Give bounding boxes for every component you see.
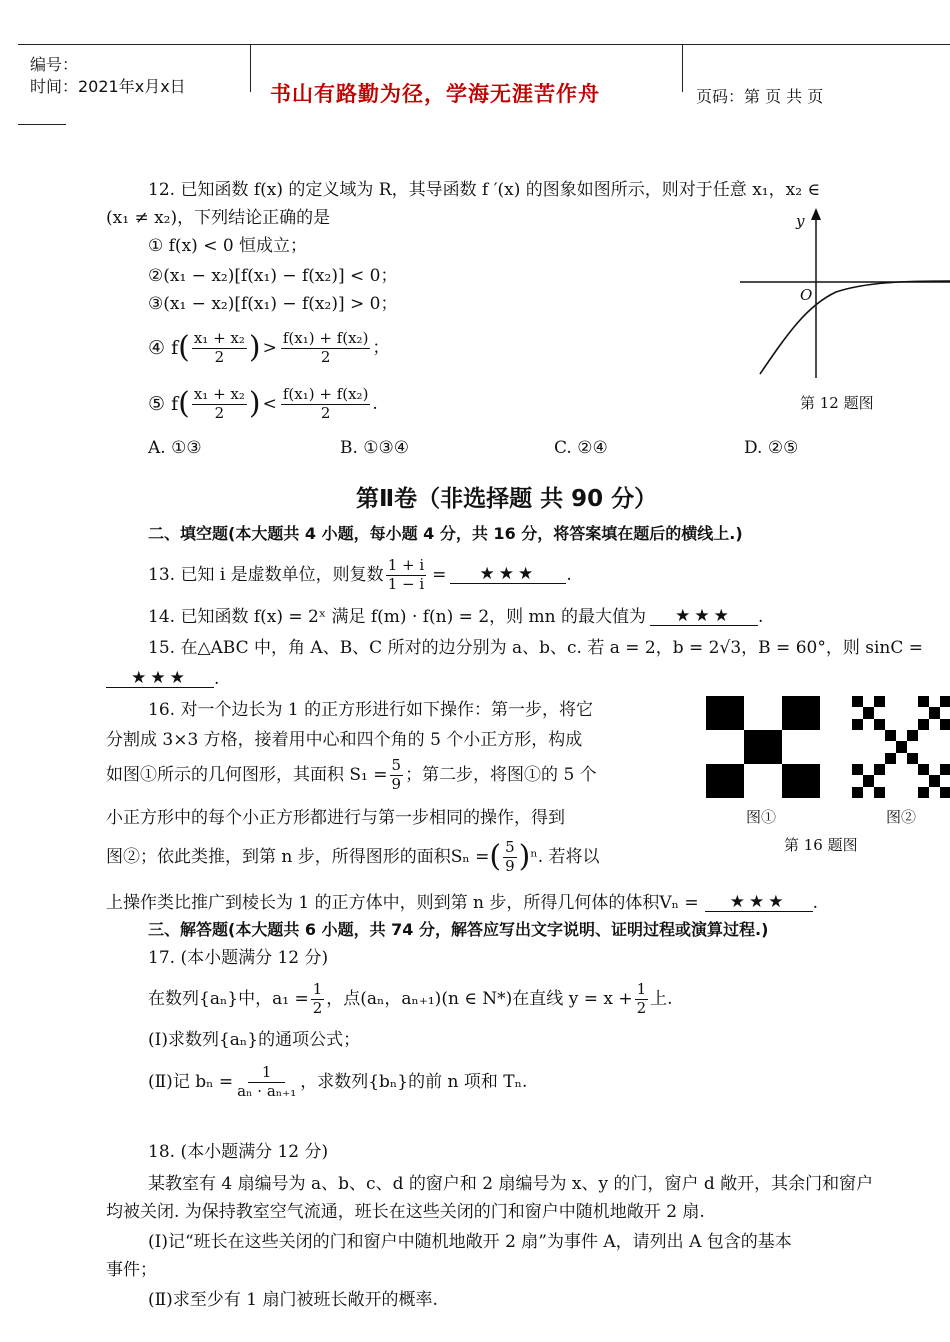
fig1-square-tl (706, 696, 744, 730)
fig1-square-br (782, 764, 820, 798)
q16-s1-den: 9 (391, 774, 402, 793)
y-axis-arrow (811, 208, 821, 220)
q12-option-1: ① f(x) < 0 恒成立； (148, 236, 308, 256)
q16-line4: 小正方形中的每个小正方形都进行与第一步相同的操作，得到 (106, 808, 565, 828)
q12-derivative-graph (736, 206, 950, 382)
q12-axis-origin-label: O (800, 286, 813, 304)
q16-line5-b: ⁿ. 若将以 (530, 846, 600, 867)
q13-frac-num: 1 + i (387, 556, 425, 575)
fig1-square-bl (706, 764, 744, 798)
q16-figure-1 (706, 696, 820, 798)
q14-text: 14. 已知函数 f(x) = 2ˣ 满足 f(m) · f(n) = 2，则 mn 的最大值为 (148, 607, 647, 627)
q13-answer-blank: ★★★ (450, 566, 566, 584)
q17-line1-b: ，点(aₙ，aₙ₊₁)(n ∈ N*)在直线 y = x + (326, 988, 633, 1009)
fig2-cell-tl (852, 696, 885, 730)
header-time-label: 时间：2021年x月x日 (30, 77, 186, 96)
q12-opt4-end: ； (372, 337, 390, 358)
q17-bn-num: 1 (248, 1064, 286, 1082)
q12-opt4-frac-right-den: 2 (320, 347, 331, 366)
q12-opt5-frac-right-num: f(x₁) + f(x₂) (282, 385, 369, 404)
q12-axis-y-label: y (796, 212, 805, 230)
header-divider-left (250, 44, 251, 92)
q17-part2 (148, 1058, 527, 1106)
q13-frac-den: 1 − i (387, 574, 425, 593)
q12-opt4-frac-right-num: f(x₁) + f(x₂) (282, 329, 369, 348)
q18-part1-line1: (Ⅰ)记“班长在这些关闭的门和窗户中随机地敞开 2 扇”为事件 A，请列出 A 包含的基本 (148, 1232, 792, 1252)
q12-opt5-lparen: ( (178, 386, 190, 421)
q16-fig1-label: 图① (746, 808, 777, 826)
header-motto: 书山有路勤为径，学海无涯苦作舟 (270, 82, 600, 106)
q12-opt4-frac-left (192, 330, 247, 366)
q16-lparen: ( (489, 839, 502, 874)
q16-sn-fraction (503, 839, 517, 875)
q17-a1-num: 1 (312, 980, 323, 999)
header-number-label: 编号： (30, 55, 79, 74)
q12-opt4-gt: > (262, 337, 277, 358)
q16-fig2-label: 图② (886, 808, 917, 826)
fig2-cell-tr (918, 696, 950, 730)
q17-a1-fraction (311, 981, 325, 1017)
q15-answer-line (106, 670, 219, 688)
q12-stem-line2: (x₁ ≠ x₂)，下列结论正确的是 (106, 208, 331, 228)
q17-title: 17. (本小题满分 12 分) (148, 948, 329, 968)
header-motto-clip (270, 72, 670, 106)
derivative-curve (760, 281, 950, 374)
q18-line2: 均被关闭. 为保持教室空气流通，班长在这些关闭的门和窗户中随机地敞开 2 扇. (106, 1202, 705, 1222)
part2-title: 第Ⅱ卷（非选择题 共 90 分） (356, 486, 658, 512)
q12-opt5-frac-left (192, 386, 247, 422)
q17-part2-b: ，求数列{bₙ}的前 n 项和 Tₙ. (300, 1071, 528, 1092)
q12-opt4-frac-left-num: x₁ + x₂ (193, 329, 245, 348)
q17-bn-den: aₙ · aₙ₊₁ (237, 1081, 297, 1100)
header-page-info: 页码：第 页 共 页 (696, 87, 824, 106)
q16-rparen: ) (518, 839, 531, 874)
q12-opt4-rparen: ) (248, 330, 261, 365)
q17-a1-den: 2 (312, 998, 323, 1017)
q14-period: . (758, 607, 764, 627)
header-page-clip (696, 76, 946, 106)
q17-line-fraction (635, 981, 649, 1017)
q12-option-3: ③(x₁ − x₂)[f(x₁) − f(x₂)] > 0； (148, 294, 398, 314)
q12-option-5 (148, 382, 378, 426)
q12-opt4-lparen: ( (178, 330, 190, 365)
q12-opt5-frac-right (281, 386, 371, 422)
q13-period: . (566, 564, 572, 585)
q12-opt5-rparen: ) (248, 386, 261, 421)
q17-line1-a: 在数列{aₙ}中，a₁ = (148, 988, 309, 1009)
q16-figure-2 (852, 696, 950, 798)
fill-section-heading: 二、填空题(本大题共 4 小题，每小题 4 分，共 16 分，将答案填在题后的横线上.) (148, 524, 743, 543)
q16-line3-b: ；第二步，将图①的 5 个 (405, 764, 597, 785)
q16-period: . (812, 893, 819, 913)
q12-opt5-lt: < (262, 393, 277, 414)
q16-line2: 分割成 3×3 方格，接着用中心和四个角的 5 个小正方形，构成 (106, 730, 583, 750)
q12-option-4 (148, 326, 389, 370)
q12-stem-line1: 12. 已知函数 f(x) 的定义域为 R，其导函数 f ′(x) 的图象如图所示，则对于任意 x₁，x₂ ∈ (148, 180, 821, 200)
q12-choice-a: A. ①③ (148, 438, 202, 458)
q18-line1: 某教室有 4 扇编号为 a、b、c、d 的窗户和 2 扇编号为 x、y 的门，窗户 d 敞开，其余门和窗户 (148, 1174, 874, 1194)
q16-line3-a: 如图①所示的几何图形，其面积 S₁ = (106, 764, 388, 785)
q13-equals: = (432, 564, 447, 585)
q16-line5 (106, 834, 600, 880)
q17-part2-a: (Ⅱ)记 bₙ = (148, 1071, 234, 1092)
q12-opt5-frac-right-den: 2 (320, 403, 331, 422)
q14 (148, 608, 763, 626)
q16-answer-blank: ★★★ (705, 894, 813, 912)
q16-sn-num: 5 (505, 838, 515, 857)
q17-bn-fraction (235, 1064, 298, 1100)
q12-opt5-frac-left-num: x₁ + x₂ (193, 385, 245, 404)
fig2-cell-br (918, 764, 950, 798)
q17-part1: (Ⅰ)求数列{aₙ}的通项公式； (148, 1030, 361, 1050)
q16-line3 (106, 754, 597, 796)
q17-line-den: 2 (636, 998, 647, 1017)
q18-part1-line2: 事件； (106, 1260, 157, 1280)
fig1-square-center (744, 730, 782, 764)
q16-sn-den: 9 (505, 856, 515, 875)
q17-line1 (148, 978, 673, 1020)
q12-opt4-frac-left-den: 2 (214, 347, 225, 366)
q18-title: 18. (本小题满分 12 分) (148, 1142, 329, 1162)
q18-part2: (Ⅱ)求至少有 1 扇门被班长敞开的概率. (148, 1290, 438, 1310)
q13-prefix: 13. 已知 i 是虚数单位，则复数 (148, 564, 384, 585)
q12-opt5-end: . (372, 393, 378, 414)
header-divider-right (682, 44, 683, 92)
q12-choice-b: B. ①③④ (340, 438, 410, 458)
q16-line6 (106, 894, 818, 912)
q16-s1-fraction (390, 757, 404, 793)
q17-line-num: 1 (636, 980, 647, 999)
q12-option-2: ②(x₁ − x₂)[f(x₁) − f(x₂)] < 0； (148, 266, 398, 286)
q12-opt5-frac-left-den: 2 (214, 403, 225, 422)
solve-section-heading: 三、解答题(本大题共 6 小题，共 74 分，解答应写出文字说明、证明过程或演算过程.) (148, 920, 769, 939)
q16-figure-caption: 第 16 题图 (784, 836, 858, 854)
fig1-square-tr (782, 696, 820, 730)
q16-line1: 16. 对一个边长为 1 的正方形进行如下操作：第一步，将它 (148, 700, 594, 720)
q12-figure-caption: 第 12 题图 (800, 394, 874, 412)
q12-choice-c: C. ②④ (554, 438, 608, 458)
q15-text: 15. 在△ABC 中，角 A、B、C 所对的边分别为 a、b、c. 若 a = 2，b = 2√3，B = 60°，则 sinC = (148, 638, 923, 658)
q16-line6-text: 上操作类比推广到棱长为 1 的正方体中，则到第 n 步，所得几何体的体积Vₙ = (106, 893, 699, 913)
q17-line1-c: 上. (650, 988, 673, 1009)
q12-choice-d: D. ②⑤ (744, 438, 799, 458)
q14-answer-blank: ★★★ (650, 608, 758, 626)
fig2-cell-center (885, 730, 918, 764)
q15-answer-blank: ★★★ (106, 670, 214, 688)
q16-s1-num: 5 (391, 756, 402, 775)
q15-period: . (214, 669, 220, 689)
q12-opt4-prefix: ④ f (148, 336, 179, 359)
q12-opt4-frac-right (281, 330, 371, 366)
q13 (148, 554, 572, 596)
fig2-cell-bl (852, 764, 885, 798)
q16-line5-a: 图②；依此类推，到第 n 步，所得图形的面积Sₙ = (106, 846, 490, 867)
q13-fraction (386, 557, 426, 593)
q12-opt5-prefix: ⑤ f (148, 392, 179, 415)
header-short-rule (18, 124, 66, 125)
header-top-rule (18, 44, 950, 45)
